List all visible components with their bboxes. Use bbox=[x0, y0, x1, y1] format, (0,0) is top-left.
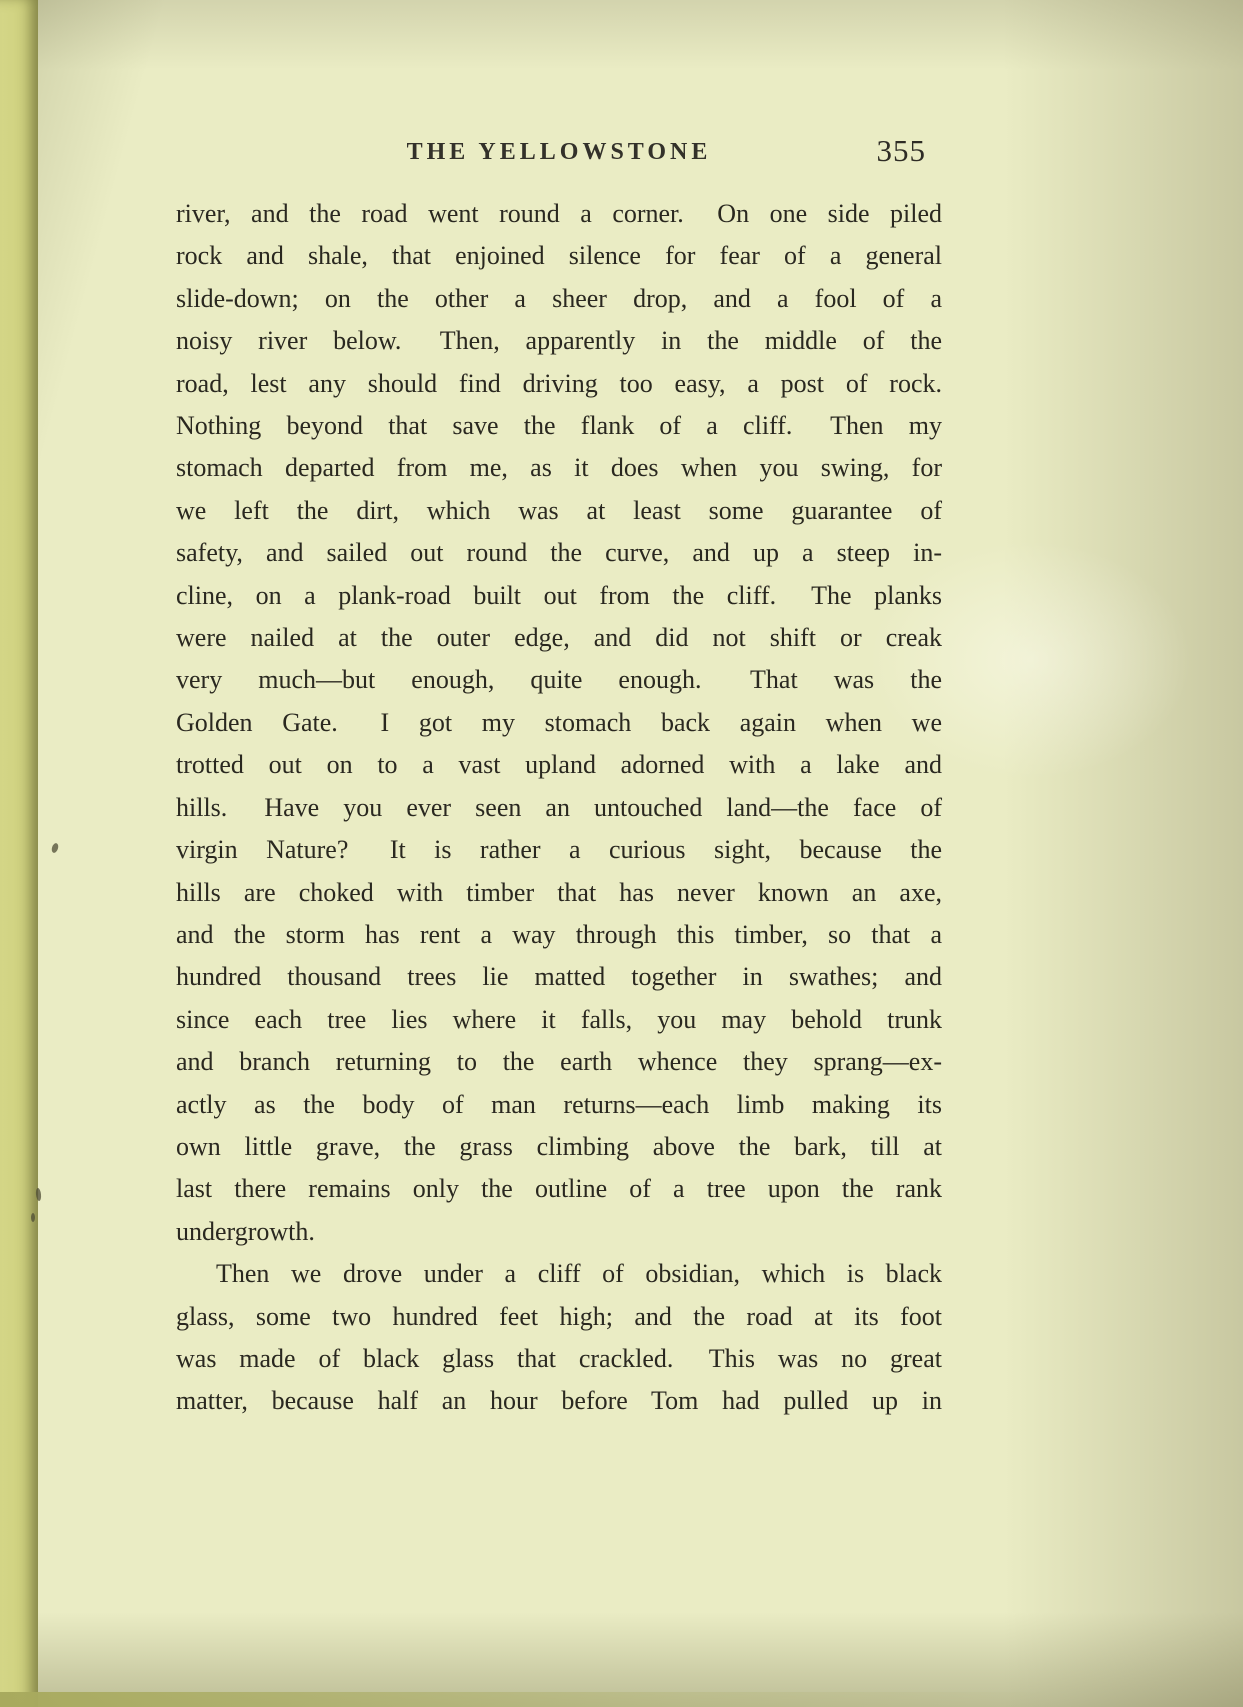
text-line: Nothing beyond that save the flank of a cliff. Then my bbox=[176, 411, 942, 441]
text-line: and branch returning to the earth whence they sprang—ex- bbox=[176, 1047, 942, 1077]
text-line: Then we drove under a cliff of obsidian, which is black bbox=[216, 1259, 942, 1289]
text-line: river, and the road went round a corner. On one side piled bbox=[176, 199, 942, 228]
text-line: road, lest any should find driving too easy, a post of rock. bbox=[176, 368, 942, 398]
text-line: slide-down; on the other a sheer drop, and a fool of a bbox=[176, 283, 942, 313]
paragraph bbox=[176, 193, 942, 1253]
text-line: virgin Nature? It is rather a curious sight, because the bbox=[176, 835, 942, 865]
text-line: matter, because half an hour before Tom had pulled up in bbox=[176, 1386, 942, 1416]
text-line: since each tree lies where it falls, you may behold trunk bbox=[176, 1004, 942, 1034]
page-number: 355 bbox=[876, 133, 926, 168]
text-line: very much—but enough, quite enough. That was the bbox=[176, 665, 942, 695]
text-block bbox=[176, 193, 942, 1423]
text-line: own little grave, the grass climbing above the bark, till at bbox=[176, 1131, 942, 1161]
text-line: was made of black glass that crackled. This was no great bbox=[176, 1343, 942, 1373]
binding-mark bbox=[31, 1213, 35, 1222]
text-line: trotted out on to a vast upland adorned with a lake and bbox=[176, 750, 942, 780]
text-line: undergrowth. bbox=[176, 1216, 315, 1246]
running-title: THE YELLOWSTONE bbox=[406, 139, 712, 165]
binding-mark bbox=[51, 842, 60, 853]
page-bottom-edge bbox=[0, 1692, 1243, 1707]
text-line: and the storm has rent a way through this timber, so that a bbox=[176, 919, 942, 949]
text-line: last there remains only the outline of a tree upon the rank bbox=[176, 1174, 942, 1204]
text-line: hills. Have you ever seen an untouched land—the face of bbox=[176, 792, 942, 822]
paragraph bbox=[176, 1253, 942, 1423]
text-line: safety, and sailed out round the curve, and up a steep in- bbox=[176, 538, 942, 568]
text-line: stomach departed from me, as it does when you swing, for bbox=[176, 453, 942, 483]
text-line: Golden Gate. I got my stomach back again when we bbox=[176, 707, 942, 737]
page-content bbox=[176, 133, 942, 1423]
text-line: were nailed at the outer edge, and did not shift or creak bbox=[176, 623, 942, 653]
text-line: noisy river below. Then, apparently in the middle of the bbox=[176, 326, 942, 356]
text-line: we left the dirt, which was at least some guarantee of bbox=[176, 495, 942, 525]
text-line: hills are choked with timber that has never known an axe, bbox=[176, 877, 942, 907]
text-line: rock and shale, that enjoined silence for fear of a general bbox=[176, 241, 942, 271]
text-line: hundred thousand trees lie matted together in swathes; and bbox=[176, 962, 942, 992]
binding-mark bbox=[35, 1188, 41, 1201]
text-line: glass, some two hundred feet high; and the road at its foot bbox=[176, 1301, 942, 1331]
text-line: actly as the body of man returns—each limb making its bbox=[176, 1089, 942, 1119]
text-line: cline, on a plank-road built out from the cliff. The planks bbox=[176, 580, 942, 610]
page-header bbox=[176, 133, 942, 193]
page-edge-strip bbox=[0, 0, 38, 1707]
